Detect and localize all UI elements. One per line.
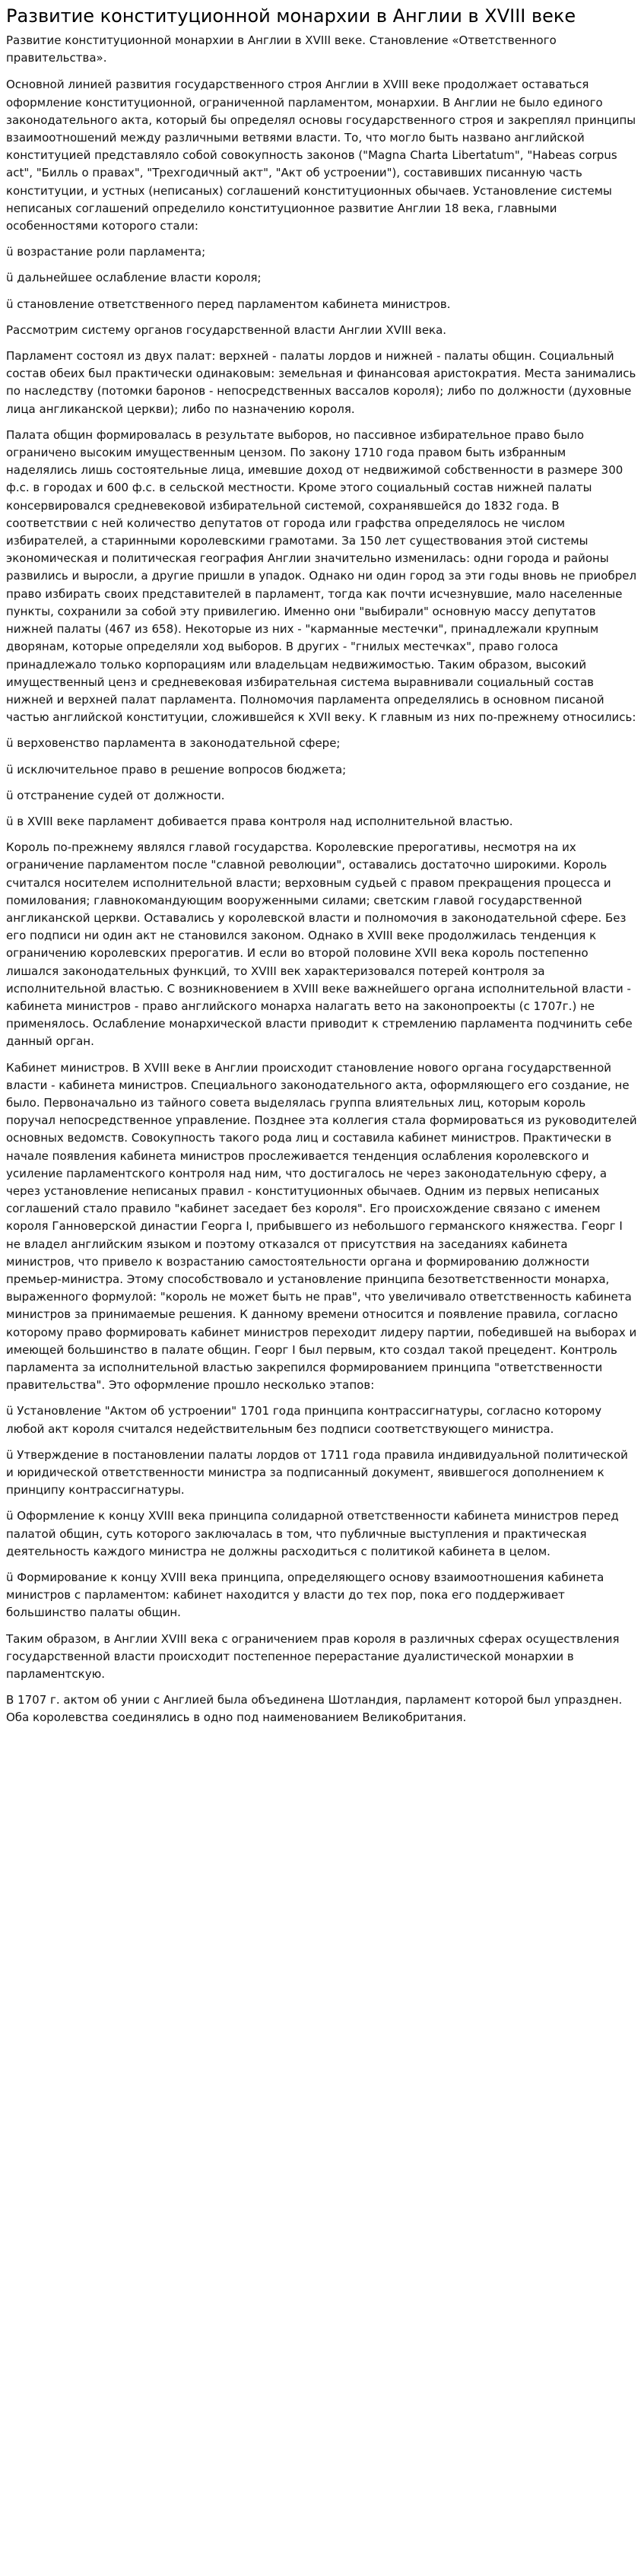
- paragraph-house-of-commons: Палата общин формировалась в результате выборов, но пассивное избирательное право было ограничено высоким имущественным цензом. По закону 1710 года правом быть избранным наделялись лишь состоятельные лица, имевшие доход от недвижимой собственности в размере 300 ф.с. в городах и 600 ф.с. в сельской местности. Кроме этого социальный состав нижней палаты консервировался средневековой избирательной системой, сохранявшейся до 1832 года. В соответствии с ней количество депутатов от города или графства определялось не числом избирателей, а старинными королевскими грамотами. За 150 лет существования этой системы экономическая и политическая география Англии значительно изменилась: одни города и районы развились и выросли, а другие пришли в упадок. Однако ни один город за эти годы вновь не приобрел право избирать своих представителей в парламент, тогда как почти исчезнувшие, мало населенные пункты, сохранили за собой эту привилегию. Именно они "выбирали" основную массу депутатов нижней палаты (467 из 658). Некоторые из них - "карманные местечки", принадлежали крупным дворянам, которые определяли ход выборов. В других - "гнилых местечках", право голоса принадлежало только корпорациям или владельцам недвижимостью. Таким образом, высокий имущественный ценз и средневековая избирательная система выравнивали социальный состав нижней и верхней палат парламента. Полномочия парламента определялись в основном писаной частью английской конституции, сложившейся к XVII веку. К главным из них по-прежнему относились:: [6, 427, 637, 725]
- list-item-parliament-role: ü возрастание роли парламента;: [6, 245, 206, 259]
- list-item-executive-control: ü в XVIII веке парламент добивается права контроля над исполнительной властью.: [6, 814, 513, 828]
- list-item-budget-right: ü исключительное право в решение вопросов бюджета;: [6, 762, 347, 777]
- intro-paragraph: Развитие конституционной монархии в Англии в XVIII веке. Становление «Ответственного правительства».: [6, 33, 557, 65]
- list-item-legislative-supremacy: ü верховенство парламента в законодательной сфере;: [6, 736, 341, 751]
- list-item-solidarity: ü Оформление к концу XVIII века принципа солидарной ответственности кабинета министров перед палатой общин, суть которого заключалась в том, что публичные выступления и практическая деятельность каждого министра не должны расходиться с политикой кабинета в целом.: [6, 1509, 619, 1558]
- page-title: Развитие конституционной монархии в Англии в XVIII веке: [6, 5, 576, 27]
- paragraph-conclusion: Таким образом, в Англии XVIII века с ограничением прав короля в различных сферах осуществления государственной власти происходит постепенное перерастание дуалистической монархии в парламентскую.: [6, 1631, 620, 1682]
- paragraph-union: В 1707 г. актом об унии с Англией была объединена Шотландия, парламент которой был упразднен. Оба королевства соединялись в одно под наименованием Великобритания.: [6, 1693, 623, 1725]
- list-item-act-of-settlement: ü Установление "Актом об устроении" 1701 года принципа контрассигнатуры, согласно которому любой акт короля считался недействительным без подписи соответствующего министра.: [6, 1404, 602, 1436]
- paragraph-king: Король по-прежнему являлся главой государства. Королевские прерогативы, несмотря на их ограничение парламентом после "славной революции", оставались достаточно широкими. Король считался носителем исполнительной власти; верховным судьей с правом прекращения процесса и помилования; главнокомандующим вооруженными силами; светским главой государственной англиканской церкви. Оставались у королевской власти и полномочия в законодательной сфере. Без его подписи ни один акт не становился законом. Однако в XVIII веке продолжилась тенденция к ограничению королевских прерогатив. И если во второй половине XVII века король постепенно лишался законодательных функций, то XVIII век характеризовался потерей контроля за исполнительной властью. С возникновением в XVIII веке важнейшего органа исполнительной власти - кабинета министров - право английского монарха налагать вето на законопроекты (с 1707г.) не применялось. Ослабление монархической власти приводит к стремлению парламента подчинить себе данный орган.: [6, 840, 633, 1049]
- list-item-king-weakening: ü дальнейшее ослабление власти короля;: [6, 271, 262, 285]
- list-item-judges-removal: ü отстранение судей от должности.: [6, 788, 225, 802]
- list-item-lords-resolution: ü Утверждение в постановлении палаты лордов от 1711 года правила индивидуальной политической и юридической ответственности министра за подписанный документ, явившегося дополнением к принципу контрассигнатуры.: [6, 1447, 628, 1498]
- paragraph-cabinet: Кабинет министров. В XVIII веке в Англии происходит становление нового органа государственной власти - кабинета министров. Специального законодательного акта, оформляющего его создание, не было. Первоначально из тайного совета выделялась группа влиятельных лиц, которым король поручал непосредственное управление. Позднее эта коллегия стала формироваться из руководителей основных ведомств. Совокупность такого рода лиц и составила кабинет министров. Практически в начале появления кабинета министров прослеживается тенденция ослабления королевского и усиление парламентского контроля над ним, что достигалось не через законодательную сферу, а через установление неписаных правил - конституционных обычаев. Одним из первых неписаных соглашений стало правило "кабинет заседает без короля". Его происхождение связано с именем короля Ганноверской династии Георга I, прибывшего из небольшого германского княжества. Георг I не владел английским языком и поэтому отказался от присутствия на заседаниях кабинета министров, что привело к возрастанию самостоятельности органа и формированию должности премьер-министра. Этому способствовало и установление принципа безответственности монарха, выраженного формулой: "король не может быть не прав", что увеличивало ответственность кабинета министров за принимаемые решения. К данному времени относится и появление правила, согласно которому право формировать кабинет министров переходит лидеру партии, победившей на выборах и имеющей большинство в палате общин. Георг I был первым, кто создал такой прецедент. Контроль парламента за исполнительной властью закрепился формированием принципа "ответственности правительства". Это оформление прошло несколько этапов:: [6, 1060, 637, 1393]
- list-item-majority-principle: ü Формирование к концу XVIII века принципа, определяющего основу взаимоотношения кабинета министров с парламентом: кабинет находится у власти до тех пор, пока его поддерживает большинство палаты общин.: [6, 1571, 604, 1620]
- list-item-cabinet-responsible: ü становление ответственного перед парламентом кабинета министров.: [6, 297, 451, 311]
- paragraph-constitution-overview: Основной линией развития государственного строя Англии в XVIII веке продолжает оставаться оформление конституционной, ограниченной парламентом, монархии. В Англии не было единого законодательного акта, который бы определял основы государственного строя и закреплял принципы взаимоотношений между различными ветвями власти. То, что могло быть названо английской конституцией представляло собой совокупность законов ("Magna Charta Libertatum", "Habeas corpus act", "Билль о правах", "Трехгодичный акт", "Акт об устроении"), составивших писанную часть конституции, и устных (неписаных) соглашений конституционных обычаев. Установление системы неписаных соглашений определило конституционное развитие Англии 18 века, главными особенностями которого стали:: [6, 78, 636, 233]
- paragraph-organs-intro: Рассмотрим систему органов государственной власти Англии XVIII века.: [6, 322, 447, 337]
- paragraph-parliament: Парламент состоял из двух палат: верхней - палаты лордов и нижней - палаты общин. Социальный состав обеих был практически одинаковым: земельная и финансовая аристократия. Места занимались по наследству (потомки баронов - непосредственных вассалов короля); либо по должности (духовные лица англиканской церкви); либо по назначению короля.: [6, 349, 636, 416]
